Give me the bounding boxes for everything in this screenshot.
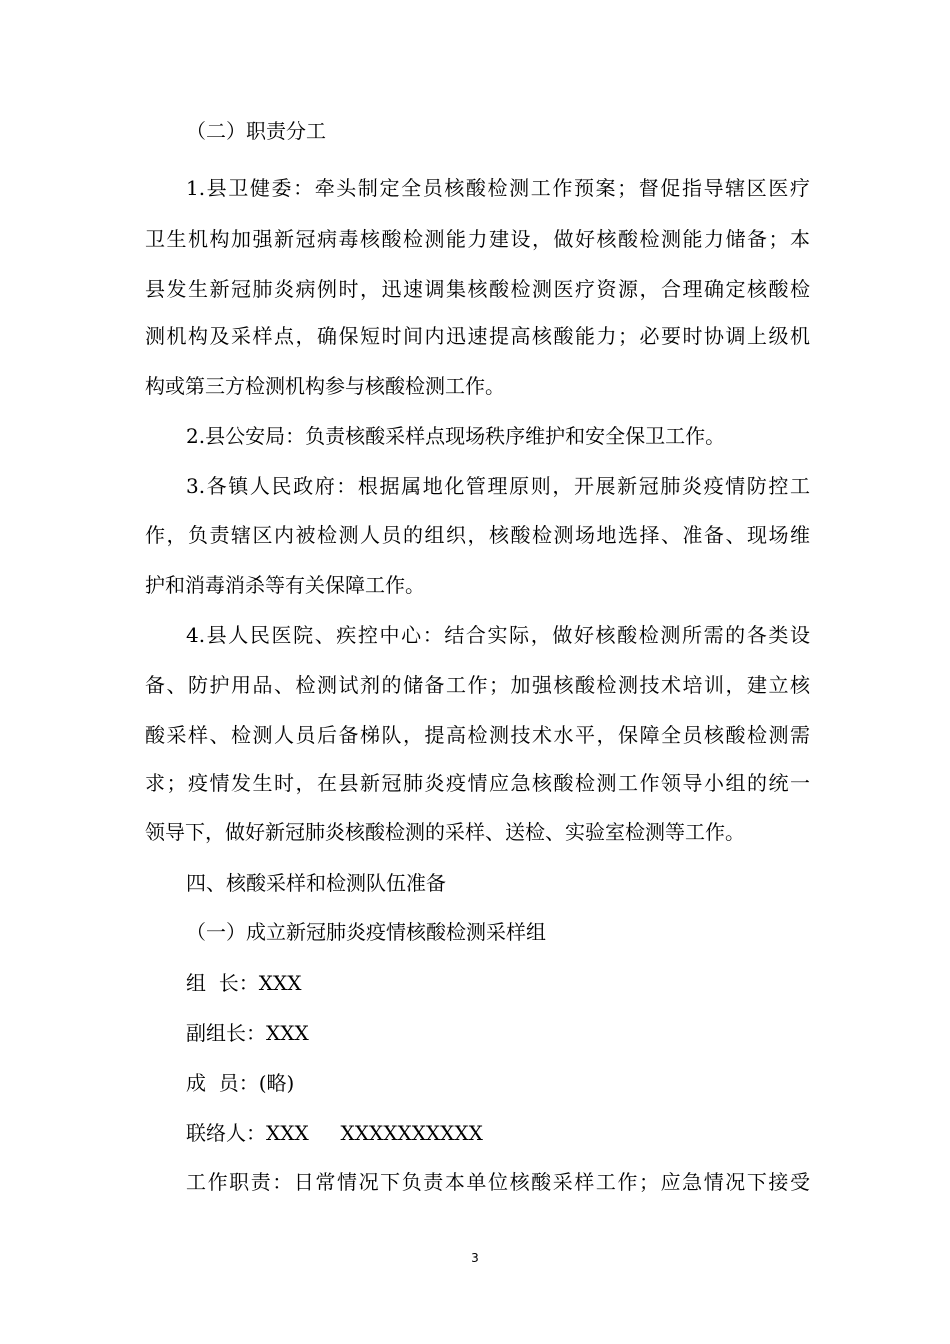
section-heading-teams: 四、核酸采样和检测队伍准备 [186,871,446,895]
paragraph-line: 县发生新冠肺炎病例时，迅速调集核酸检测医疗资源，合理确定核酸检 [145,277,810,301]
paragraph-line: 领导下，做好新冠肺炎核酸检测的采样、送检、实验室检测等工作。 [145,820,745,844]
paragraph-line: 构或第三方检测机构参与核酸检测工作。 [145,374,505,398]
section-heading-responsibilities: （二）职责分工 [186,119,326,143]
team-leader-line: 组 长：XXX [186,971,302,995]
team-contact-line: 联络人：XXX XXXXXXXXXX [186,1121,483,1145]
page-number: 3 [471,1251,479,1265]
paragraph-line: 护和消毒消杀等有关保障工作。 [145,573,425,597]
team-duty-line: 工作职责：日常情况下负责本单位核酸采样工作；应急情况下接受 [186,1170,810,1194]
subsection-heading-sampling-group: （一）成立新冠肺炎疫情核酸检测采样组 [186,920,546,944]
paragraph-line: 作，负责辖区内被检测人员的组织，核酸检测场地选择、准备、现场维 [145,523,810,547]
team-members-line: 成 员：(略) [186,1071,295,1095]
paragraph-line: 4.县人民医院、疾控中心：结合实际，做好核酸检测所需的各类设 [186,623,810,647]
paragraph-line: 酸采样、检测人员后备梯队，提高检测技术水平，保障全员核酸检测需 [145,723,810,747]
paragraph-line: 备、防护用品、检测试剂的储备工作；加强核酸检测技术培训，建立核 [145,673,810,697]
paragraph-line: 测机构及采样点，确保短时间内迅速提高核酸能力；必要时协调上级机 [145,324,810,348]
team-deputy-line: 副组长：XXX [186,1021,309,1045]
paragraph-line: 2.县公安局：负责核酸采样点现场秩序维护和安全保卫工作。 [186,424,726,448]
paragraph-line: 卫生机构加强新冠病毒核酸检测能力建设，做好核酸检测能力储备；本 [145,227,810,251]
paragraph-line: 求；疫情发生时，在县新冠肺炎疫情应急核酸检测工作领导小组的统一 [145,771,810,795]
paragraph-line: 1.县卫健委：牵头制定全员核酸检测工作预案；督促指导辖区医疗 [186,176,810,200]
paragraph-line: 3.各镇人民政府：根据属地化管理原则，开展新冠肺炎疫情防控工 [186,474,810,498]
